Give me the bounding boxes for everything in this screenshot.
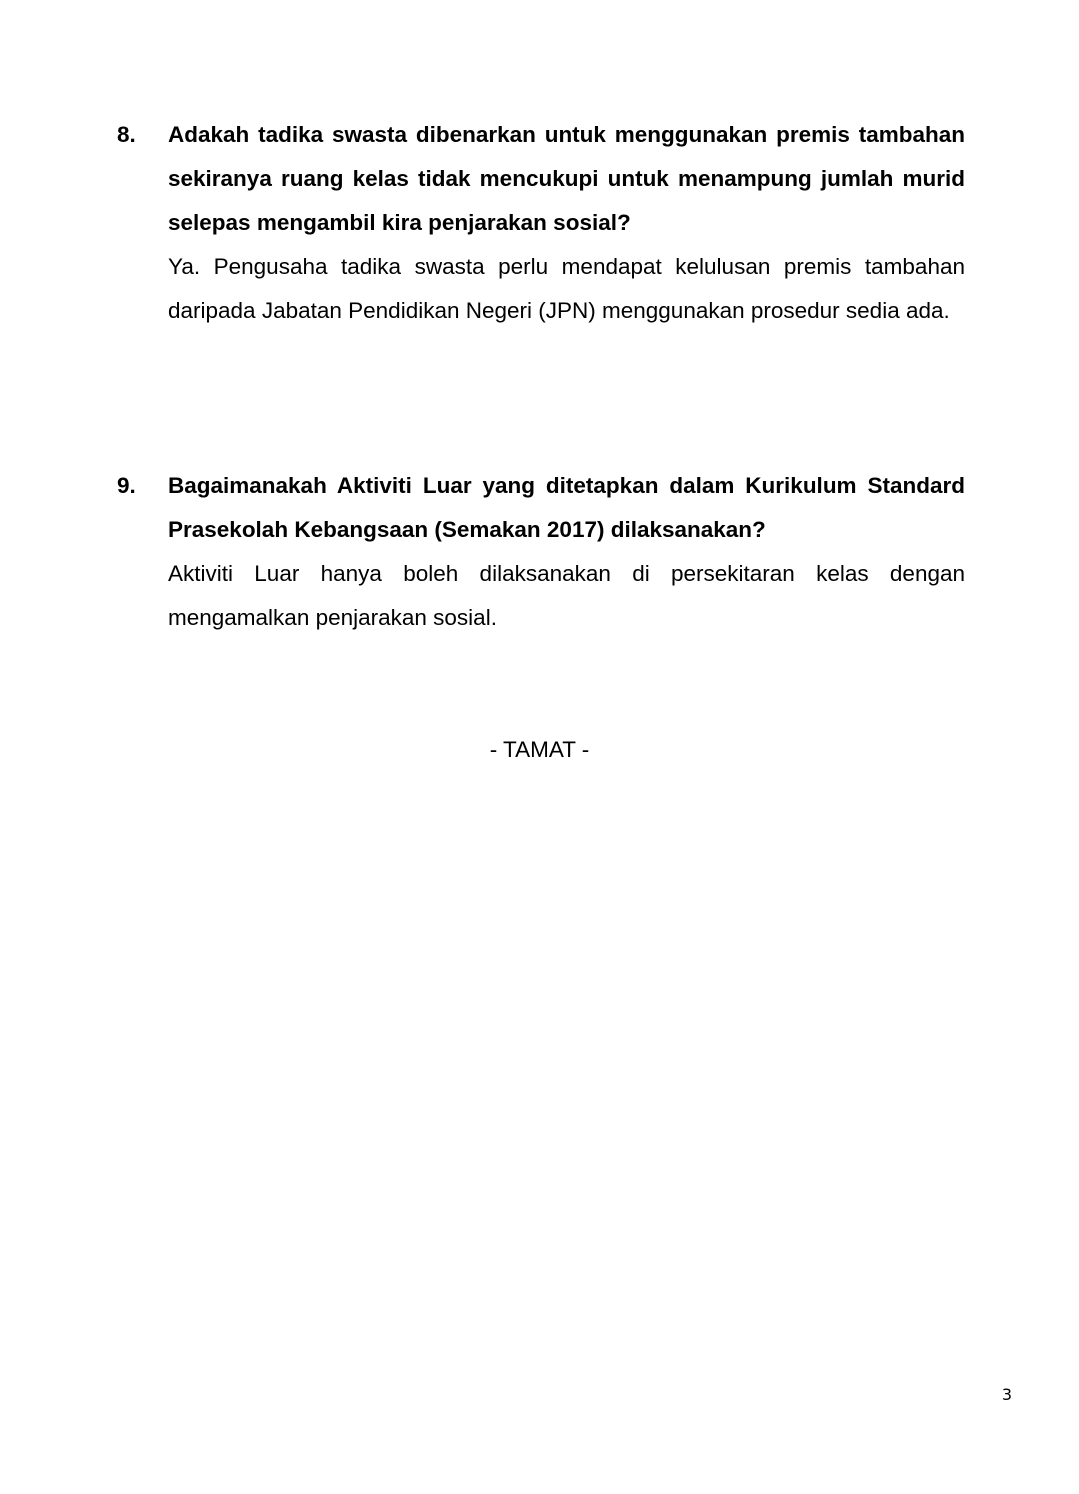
item-body [168, 113, 965, 332]
question-text: Bagaimanakah Aktiviti Luar yang ditetapkan dalam Kurikulum Standard Prasekolah Kebangsaan (Semakan 2017) dilaksanakan? [168, 473, 965, 542]
page-number: 3 [1001, 1385, 1013, 1404]
item-number: 9. [117, 473, 136, 498]
answer-text: Aktiviti Luar hanya boleh dilaksanakan di persekitaran kelas dengan mengamalkan penjarakan sosial. [168, 561, 965, 630]
faq-item-9 [117, 464, 965, 639]
item-number: 8. [117, 122, 136, 147]
faq-item-8 [117, 113, 965, 332]
end-marker: - TAMAT - [489, 737, 590, 762]
answer-text: Ya. Pengusaha tadika swasta perlu mendapat kelulusan premis tambahan daripada Jabatan Pendidikan Negeri (JPN) menggunakan prosedur sedia ada. [168, 254, 965, 323]
item-body [168, 464, 965, 639]
question-text: Adakah tadika swasta dibenarkan untuk menggunakan premis tambahan sekiranya ruang kelas tidak mencukupi untuk menampung jumlah murid selepas mengambil kira penjarakan sosial? [168, 122, 965, 235]
